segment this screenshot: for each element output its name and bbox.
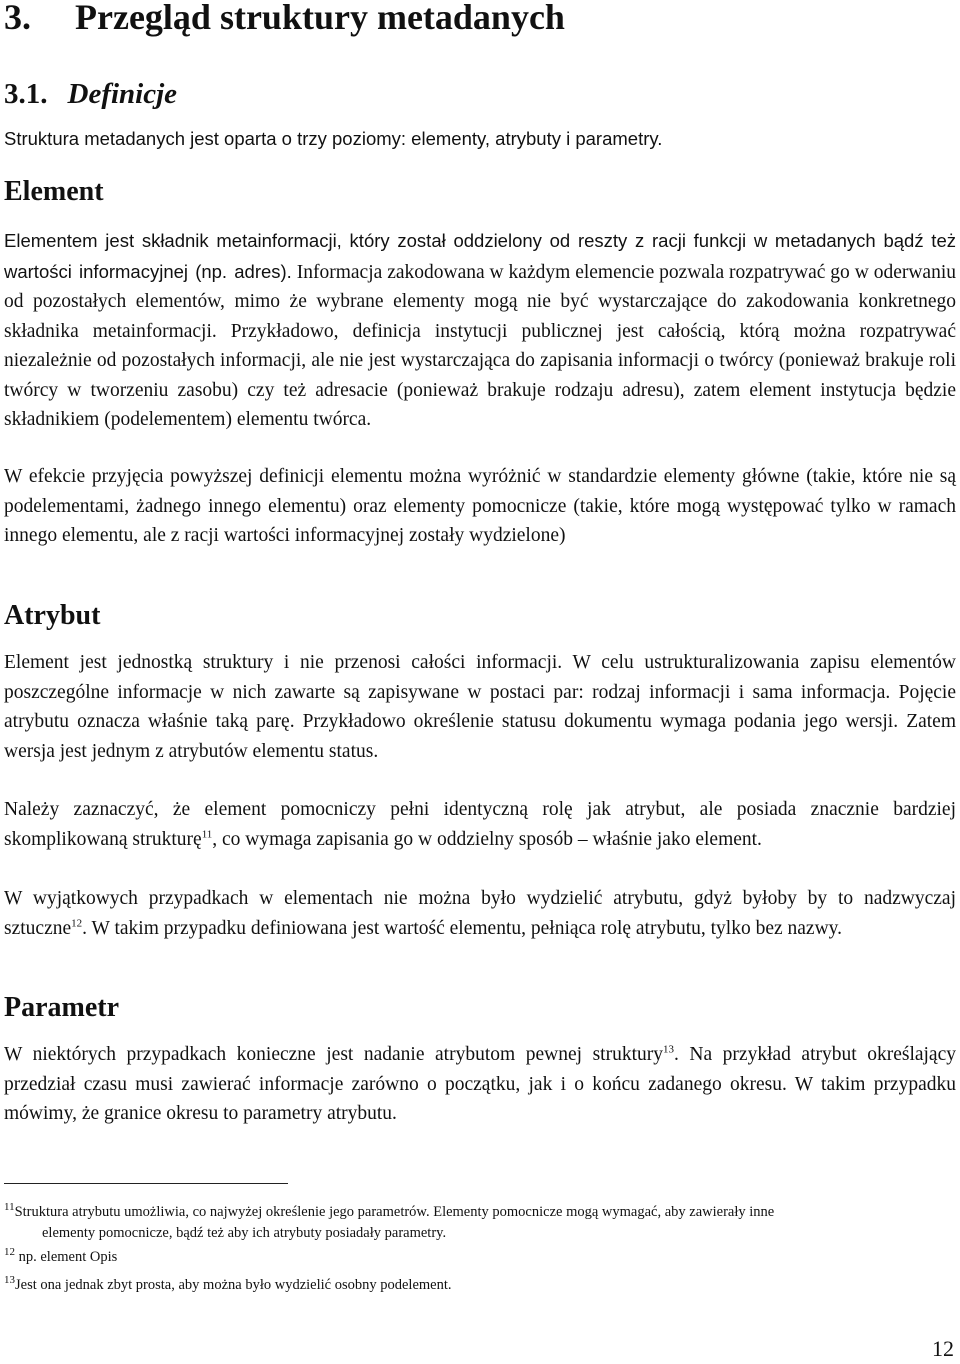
footnote-ref-11: 11 (201, 828, 213, 840)
atrybut-p3-text-end: . W takim przypadku definiowana jest wartość elementu, pełniąca rolę atrybutu, tylko bez nazwy. (82, 917, 843, 939)
footnote-number: 12 (4, 1246, 15, 1259)
chapter-number: 3. (4, 0, 31, 37)
atrybut-paragraph-2 (4, 795, 956, 854)
page-number: 12 (932, 1336, 954, 1361)
footnote-number: 13 (4, 1274, 15, 1287)
footnote-13 (4, 1275, 954, 1296)
footnote-separator (4, 1183, 288, 1184)
chapter-title: Przegląd struktury metadanych (75, 0, 565, 37)
footnote-ref-12: 12 (71, 917, 83, 929)
footnote-text: Jest ona jednak zbyt prosta, aby można było wydzielić osobny podelement. (15, 1277, 452, 1293)
footnote-number: 11 (4, 1201, 15, 1214)
section-title: Definicje (67, 78, 178, 110)
parametr-text-end: . Na przykład atrybut określający przedział czasu musi zawierać informacje zarówno o początku, jak i o końcu zadanego okresu. W takim przypadku mówimy, że granice okresu to parametry atrybutu. (4, 1044, 956, 1124)
element-paragraph-1 (4, 226, 956, 435)
parametr-text: W niektórych przypadkach konieczne jest nadanie atrybutom pewnej struktury (4, 1044, 663, 1065)
section-number: 3.1. (4, 78, 48, 110)
section-heading (4, 78, 177, 111)
atrybut-p2-text: Należy zaznaczyć, że element pomocniczy pełni identyczną rolę jak atrybut, ale posiada znacznie bardziej skomplikowaną strukturę (4, 799, 956, 850)
parametr-paragraph (4, 1040, 956, 1129)
intro-paragraph: Struktura metadanych jest oparta o trzy poziomy: elementy, atrybuty i parametry. (4, 128, 663, 149)
element-definition-text: Elementem jest składnik metainformacji, który został oddzielony od reszty z racji funkcji w metadanych bądź też wartości informacyjnej (np. adres). (4, 230, 956, 282)
parametr-heading: Parametr (4, 992, 120, 1023)
footnote-text-continued: elementy pomocnicze, bądź też aby ich atrybuty posiadały parametry. (42, 1225, 447, 1241)
footnote-11 (4, 1202, 954, 1244)
atrybut-paragraph-3 (4, 884, 956, 943)
footnote-text: np. element Opis (18, 1249, 118, 1265)
chapter-heading (4, 0, 565, 38)
footnote-text: Struktura atrybutu umożliwia, co najwyżej określenie jego parametrów. Elementy pomocnicze mogą wymagać, aby zawierały inne (14, 1204, 775, 1220)
footnote-12 (4, 1247, 954, 1268)
atrybut-p2-text-end: , co wymaga zapisania go w oddzielny sposób – właśnie jako element. (212, 828, 762, 850)
element-heading: Element (4, 176, 104, 207)
atrybut-paragraph-1: Element jest jednostką struktury i nie przenosi całości informacji. W celu ustrukturalizowania zapisu elementów poszczególne informacje w nich zawarte są zapisywane w postaci par: rodzaj informacji i sama informacja. Pojęcie atrybutu oznacza właśnie taką parę. Przykładowo określenie statusu dokumentu wymaga podania jego wersji. Zatem wersja jest jednym z atrybutów elementu status. (4, 652, 956, 762)
element-paragraph-2: W efekcie przyjęcia powyższej definicji elementu można wyróżnić w standardzie elementy główne (takie, które nie są podelementami, żadnego innego elementu) oraz elementy pomocnicze (takie, które mogą występować tylko w ramach innego elementu, ale z racji wartości informacyjnej zostały wydzielone) (4, 466, 956, 546)
atrybut-heading: Atrybut (4, 600, 101, 631)
element-explanation-text: Informacja zakodowana w każdym elemencie pozwala rozpatrywać go w oderwaniu od pozostałych elementów, mimo że wybrane elementy mogą nie być wystarczające do zakodowania konkretnego składnika metainformacji. Przykładowo, definicja instytucji publicznej jest całością, którą można rozpatrywać niezależnie od pozostałych informacji, ale nie jest wystarczająca do zapisania informacji o twórcy (ponieważ brakuje roli twórcy w tworzeniu zasobu) czy też adresacie (ponieważ brakuje rodzaju adresu), zatem element instytucja będzie składnikiem (podelementem) elementu twórca. (4, 261, 957, 430)
footnote-ref-13: 13 (662, 1043, 674, 1056)
atrybut-p3-text: W wyjątkowych przypadkach w elementach nie można było wydzielić atrybutu, gdyż byłoby by to nadzwyczaj sztuczne (4, 888, 956, 939)
